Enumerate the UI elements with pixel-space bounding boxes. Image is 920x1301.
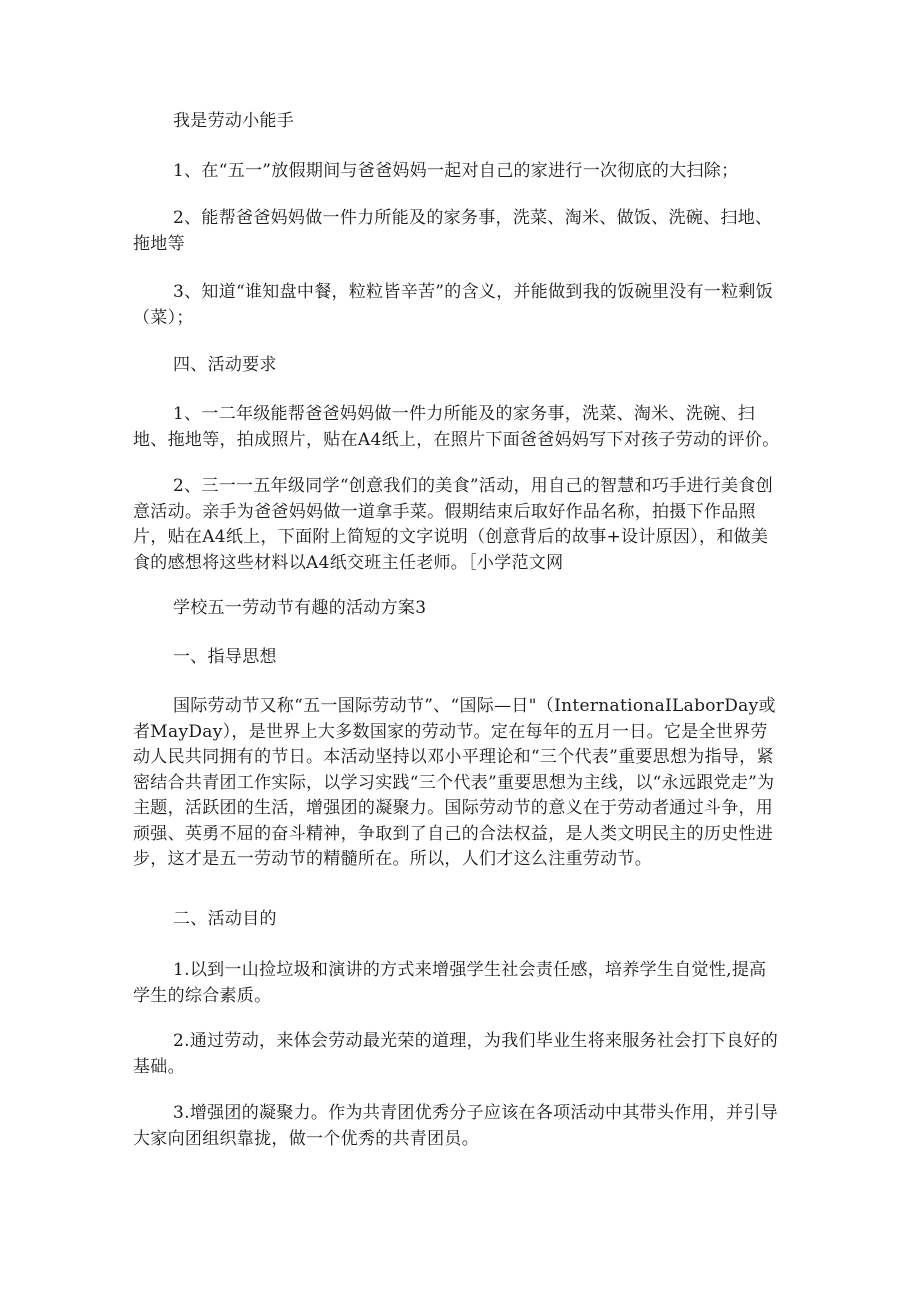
list-item: 1、一二年级能帮爸爸妈妈做一件力所能及的家务事，洗菜、淘米、洗碗、扫地、拖地等，拍成照片，贴在A4纸上，在照片下面爸爸妈妈写下对孩子劳动的评价。 bbox=[133, 404, 780, 450]
section-heading-guiding-ideology: 一、指导思想 bbox=[173, 647, 277, 667]
list-item: 2、三一一五年级同学“创意我们的美食”活动，用自己的智慧和巧手进行美食创意活动。亲手为爸爸妈妈做一道拿手菜。假期结束后取好作品名称，拍摄下作品照片，贴在A4纸上，下面附上简短的文字说明（创意背后的故事+设计原因），和做美食的感想将这些材料以A4纸交班主任老师。［小学范文网 bbox=[133, 476, 773, 573]
body-paragraph: 国际劳动节又称“五一国际劳动节”、“国际—日"（InternationaILaborDay或者MayDay），是世界上大多数国家的劳动节。定在每年的五月一日。它是全世界劳动人民共同拥有的节日。本活动坚持以邓小平理论和“三个代表”重要思想为指导，紧密结合共青团工作实际，以学习实践“三个代表”重要思想为主线，以“永远跟党走”为主题，活跃团的生活，增强团的凝聚力。国际劳动节的意义在于劳动者通过斗争，用顽强、英勇不屈的奋斗精神，争取到了自己的合法权益，是人类文明民主的历史性进步，这才是五一劳动节的精髓所在。所以，人们才这么注重劳动节。 bbox=[133, 696, 776, 869]
list-item: 3.增强团的凝聚力。作为共青团优秀分子应该在各项活动中其带头作用，并引导大家向团组织靠拢，做一个优秀的共青团员。 bbox=[133, 1103, 779, 1149]
list-item: 1.以到一山捡垃圾和演讲的方式来增强学生社会责任感，培养学生自觉性,提高学生的综合素质。 bbox=[133, 960, 767, 1006]
list-item: 2、能帮爸爸妈妈做一件力所能及的家务事，洗菜、淘米、做饭、洗碗、扫地、拖地等 bbox=[133, 208, 773, 254]
section-heading-labor-helper: 我是劳动小能手 bbox=[173, 111, 295, 131]
list-item: 2.通过劳动，来体会劳动最光荣的道理，为我们毕业生将来服务社会打下良好的基础。 bbox=[133, 1031, 779, 1077]
document-title: 学校五一劳动节有趣的活动方案3 bbox=[173, 598, 427, 618]
section-heading-activity-purpose: 二、活动目的 bbox=[173, 909, 277, 929]
list-item: 1、在“五一”放假期间与爸爸妈妈一起对自己的家进行一次彻底的大扫除； bbox=[173, 161, 739, 181]
list-item: 3、知道“谁知盘中餐，粒粒皆辛苦”的含义，并能做到我的饭碗里没有一粒剩饭（菜）； bbox=[133, 282, 773, 328]
section-heading-requirements: 四、活动要求 bbox=[173, 355, 277, 375]
